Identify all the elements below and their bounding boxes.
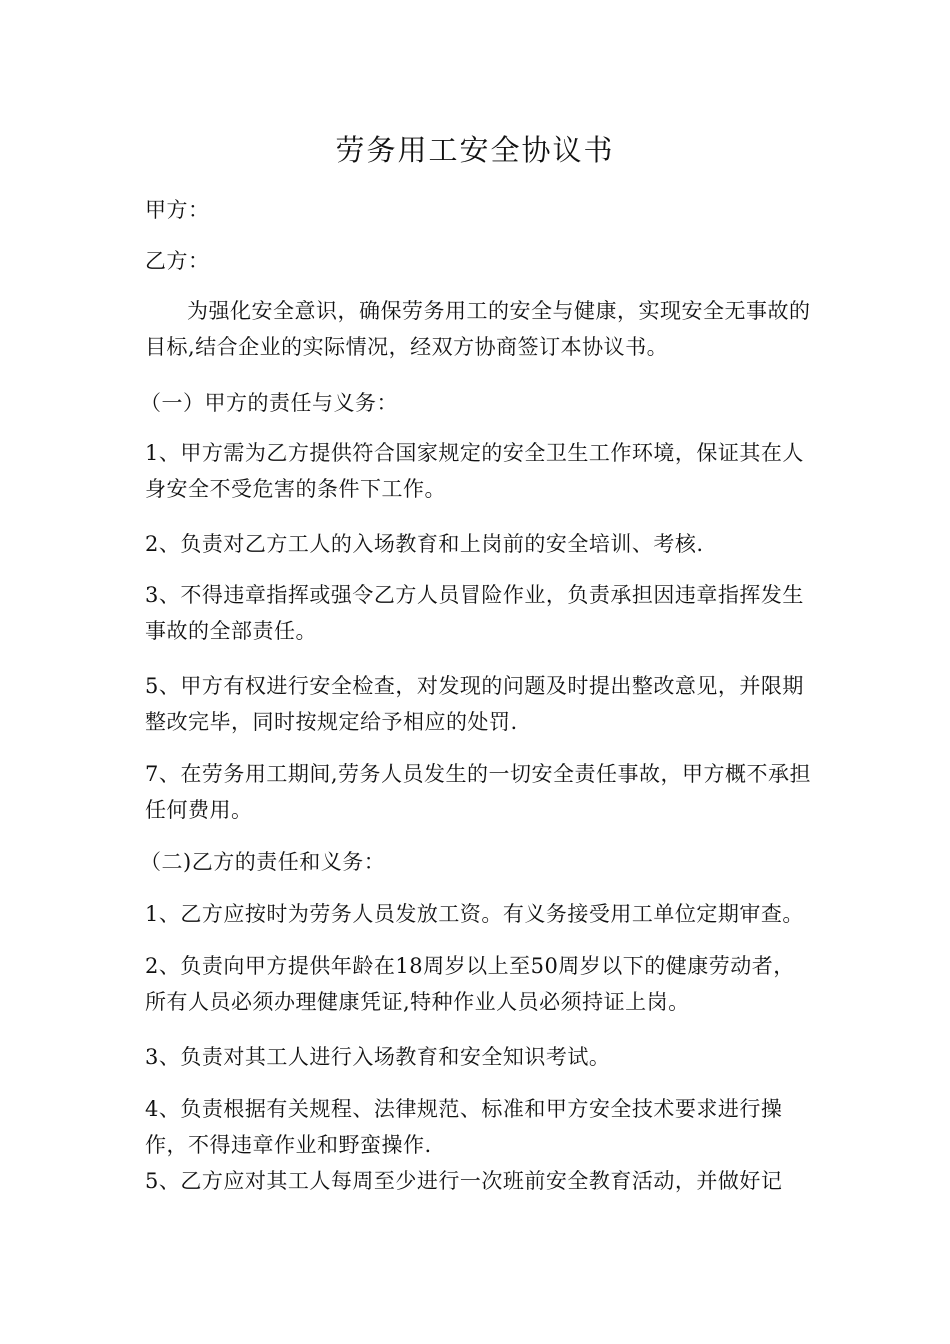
document-title: 劳务用工安全协议书	[335, 133, 615, 167]
section-a-item: 1、甲方需为乙方提供符合国家规定的安全卫生工作环境，保证其在人身安全不受危害的条件下工作。	[145, 441, 804, 501]
section-a-item: 2、负责对乙方工人的入场教育和上岗前的安全培训、考核.	[145, 532, 704, 556]
section-a-item: 3、不得违章指挥或强令乙方人员冒险作业，负责承担因违章指挥发生事故的全部责任。	[145, 583, 804, 643]
section-a-item: 5、甲方有权进行安全检查，对发现的问题及时提出整改意见，并限期整改完毕，同时按规定给予相应的处罚.	[145, 674, 804, 734]
section-b-heading: （二)乙方的责任和义务：	[140, 850, 386, 874]
party-a-label: 甲方：	[145, 198, 210, 222]
section-a-heading: （一）甲方的责任与义务：	[140, 391, 398, 415]
section-b-item: 4、负责根据有关规程、法律规范、标准和甲方安全技术要求进行操作，不得违章作业和野蛮操作.	[145, 1097, 783, 1157]
section-b-item: 1、乙方应按时为劳务人员发放工资。有义务接受用工单位定期审查。	[145, 902, 804, 926]
section-a-item: 7、在劳务用工期间,劳务人员发生的一切安全责任事故，甲方概不承担任何费用。	[145, 762, 812, 822]
party-b-label: 乙方：	[145, 249, 210, 273]
intro-paragraph: 为强化安全意识，确保劳务用工的安全与健康，实现安全无事故的目标,结合企业的实际情况，经双方协商签订本协议书。	[145, 299, 811, 359]
section-b-item: 5、乙方应对其工人每周至少进行一次班前安全教育活动，并做好记	[145, 1169, 783, 1193]
section-b-item: 3、负责对其工人进行入场教育和安全知识考试。	[145, 1045, 611, 1069]
section-b-item: 2、负责向甲方提供年龄在18周岁以上至50周岁以下的健康劳动者，所有人员必须办理健康凭证,特种作业人员必须持证上岗。	[145, 954, 795, 1014]
